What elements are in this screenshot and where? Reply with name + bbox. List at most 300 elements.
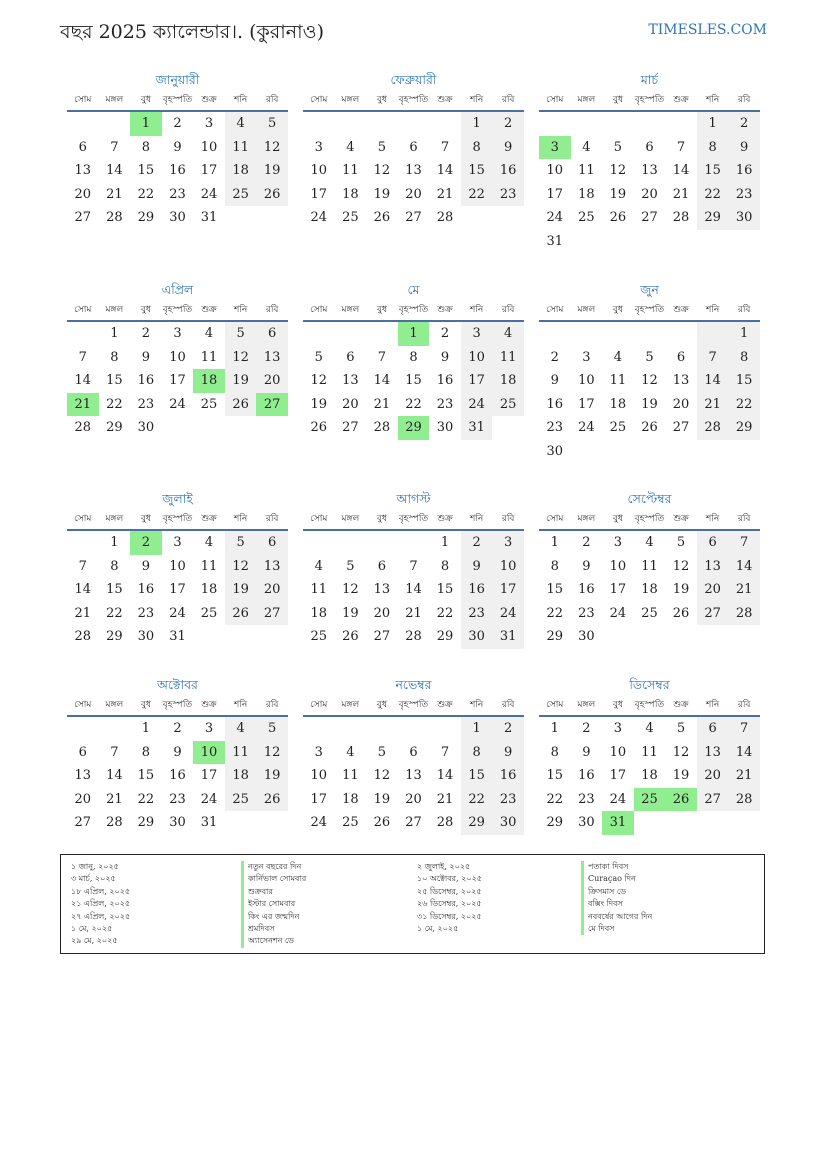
day-cell[interactable]: 17 — [461, 369, 493, 393]
day-cell[interactable]: 18 — [200, 582, 218, 597]
day-cell[interactable]: 30 — [492, 811, 524, 835]
day-cell[interactable]: 19 — [373, 791, 391, 807]
day-cell[interactable]: 19 — [225, 578, 257, 602]
day-cell[interactable]: 17 — [546, 186, 564, 202]
day-cell[interactable]: 7 — [697, 346, 729, 370]
day-cell[interactable]: 4 — [492, 322, 524, 346]
day-cell[interactable]: 7 — [728, 531, 760, 555]
day-cell[interactable]: 1 — [550, 535, 559, 550]
day-cell[interactable]: 23 — [137, 605, 155, 621]
day-cell[interactable]: 23 — [137, 396, 155, 412]
day-cell[interactable]: 27 — [74, 210, 92, 225]
day-cell[interactable]: 18 — [342, 186, 359, 202]
day-cell[interactable]: 24 — [310, 210, 328, 225]
day-cell[interactable]: 24 — [461, 393, 493, 417]
day-cell[interactable]: 24 — [609, 791, 627, 807]
day-cell[interactable]: 2 — [728, 112, 760, 136]
day-cell[interactable]: 27 — [405, 815, 422, 830]
day-cell[interactable]: 29 — [436, 629, 454, 644]
day-cell[interactable]: 28 — [74, 629, 92, 644]
day-cell[interactable]: 17 — [492, 578, 524, 602]
day-cell[interactable]: 25 — [578, 210, 595, 225]
day-cell[interactable]: 28 — [436, 815, 454, 830]
day-cell[interactable]: 24 — [169, 396, 186, 412]
day-cell[interactable]: 4 — [225, 717, 257, 741]
day-cell[interactable]: 31 — [492, 625, 524, 649]
day-cell[interactable]: 11 — [492, 346, 524, 370]
day-cell[interactable]: 2 — [461, 531, 493, 555]
day-cell[interactable]: 25 — [492, 393, 524, 417]
day-cell[interactable]: 8 — [110, 349, 119, 365]
day-cell[interactable]: 23 — [492, 788, 524, 812]
day-cell[interactable]: 14 — [373, 373, 391, 388]
day-cell[interactable]: 20 — [256, 369, 288, 393]
day-cell[interactable]: 29 — [106, 629, 123, 644]
day-cell[interactable]: 19 — [373, 186, 391, 202]
day-cell[interactable]: 1 — [110, 535, 119, 550]
day-cell[interactable]: 2 — [130, 531, 162, 555]
day-cell[interactable]: 20 — [405, 791, 422, 807]
day-cell[interactable]: 30 — [137, 629, 155, 644]
day-cell[interactable]: 21 — [67, 393, 99, 417]
day-cell[interactable]: 7 — [110, 744, 119, 760]
day-cell[interactable]: 18 — [193, 369, 225, 393]
day-cell[interactable]: 15 — [546, 582, 564, 597]
day-cell[interactable]: 12 — [672, 744, 690, 760]
day-cell[interactable]: 2 — [492, 717, 524, 741]
day-cell[interactable]: 26 — [373, 815, 391, 830]
day-cell[interactable]: 25 — [634, 788, 666, 812]
day-cell[interactable]: 11 — [200, 349, 218, 365]
day-cell[interactable]: 23 — [169, 186, 186, 202]
day-cell[interactable]: 17 — [169, 582, 186, 597]
day-cell[interactable]: 4 — [204, 326, 214, 341]
day-cell[interactable]: 10 — [193, 741, 225, 765]
day-cell[interactable]: 4 — [613, 349, 623, 365]
day-cell[interactable]: 27 — [697, 788, 729, 812]
day-cell[interactable]: 15 — [461, 159, 493, 183]
day-cell[interactable]: 2 — [582, 721, 591, 736]
day-cell[interactable]: 28 — [74, 420, 92, 435]
day-cell[interactable]: 6 — [78, 744, 87, 760]
day-cell[interactable]: 27 — [405, 210, 422, 225]
day-cell[interactable]: 7 — [728, 717, 760, 741]
day-cell[interactable]: 11 — [342, 163, 359, 178]
day-cell[interactable]: 23 — [169, 791, 186, 807]
day-cell[interactable]: 17 — [310, 186, 328, 202]
day-cell[interactable]: 3 — [314, 744, 323, 760]
day-cell[interactable]: 24 — [492, 602, 524, 626]
day-cell[interactable]: 23 — [436, 396, 454, 412]
day-cell[interactable]: 17 — [310, 791, 328, 807]
day-cell[interactable]: 30 — [436, 420, 454, 435]
day-cell[interactable]: 27 — [373, 629, 391, 644]
day-cell[interactable]: 10 — [609, 744, 627, 760]
day-cell[interactable]: 27 — [256, 602, 288, 626]
day-cell[interactable]: 28 — [106, 210, 123, 225]
day-cell[interactable]: 9 — [582, 558, 591, 574]
day-cell[interactable]: 28 — [728, 788, 760, 812]
day-cell[interactable]: 21 — [436, 186, 454, 202]
day-cell[interactable]: 26 — [256, 183, 288, 207]
day-cell[interactable]: 11 — [225, 136, 257, 160]
day-cell[interactable]: 19 — [310, 396, 328, 412]
day-cell[interactable]: 7 — [409, 558, 418, 574]
day-cell[interactable]: 12 — [256, 741, 288, 765]
day-cell[interactable]: 25 — [609, 420, 627, 435]
day-cell[interactable]: 8 — [440, 558, 450, 574]
day-cell[interactable]: 29 — [137, 210, 155, 225]
day-cell[interactable]: 10 — [609, 558, 627, 574]
day-cell[interactable]: 6 — [645, 139, 654, 155]
day-cell[interactable]: 7 — [676, 139, 686, 155]
day-cell[interactable]: 24 — [578, 420, 595, 435]
day-cell[interactable]: 22 — [137, 791, 155, 807]
day-cell[interactable]: 21 — [672, 186, 690, 202]
day-cell[interactable]: 4 — [645, 535, 654, 550]
day-cell[interactable]: 22 — [137, 186, 155, 202]
day-cell[interactable]: 9 — [141, 349, 151, 365]
day-cell[interactable]: 28 — [106, 815, 123, 830]
day-cell[interactable]: 7 — [78, 558, 87, 574]
day-cell[interactable]: 12 — [641, 373, 658, 388]
day-cell[interactable]: 5 — [613, 139, 623, 155]
day-cell[interactable]: 25 — [225, 183, 257, 207]
day-cell[interactable]: 21 — [74, 605, 92, 621]
day-cell[interactable]: 24 — [200, 186, 218, 202]
day-cell[interactable]: 25 — [342, 210, 359, 225]
day-cell[interactable]: 7 — [440, 139, 450, 155]
day-cell[interactable]: 18 — [641, 768, 658, 783]
day-cell[interactable]: 17 — [609, 582, 627, 597]
day-cell[interactable]: 11 — [641, 744, 658, 760]
day-cell[interactable]: 12 — [373, 163, 391, 178]
day-cell[interactable]: 31 — [169, 629, 186, 644]
day-cell[interactable]: 3 — [613, 721, 623, 736]
day-cell[interactable]: 18 — [225, 764, 257, 788]
day-cell[interactable]: 16 — [436, 373, 454, 388]
day-cell[interactable]: 4 — [225, 112, 257, 136]
day-cell[interactable]: 7 — [110, 139, 119, 155]
day-cell[interactable]: 11 — [225, 741, 257, 765]
day-cell[interactable]: 26 — [672, 605, 690, 621]
day-cell[interactable]: 29 — [546, 815, 564, 830]
day-cell[interactable]: 14 — [106, 163, 123, 178]
day-cell[interactable]: 5 — [676, 721, 686, 736]
day-cell[interactable]: 21 — [106, 186, 123, 202]
day-cell[interactable]: 27 — [74, 815, 92, 830]
day-cell[interactable]: 13 — [256, 555, 288, 579]
day-cell[interactable]: 20 — [256, 578, 288, 602]
day-cell[interactable]: 9 — [728, 136, 760, 160]
day-cell[interactable]: 8 — [550, 558, 559, 574]
day-cell[interactable]: 14 — [728, 741, 760, 765]
day-cell[interactable]: 2 — [440, 326, 450, 341]
day-cell[interactable]: 17 — [609, 768, 627, 783]
day-cell[interactable]: 16 — [492, 159, 524, 183]
day-cell[interactable]: 7 — [78, 349, 87, 365]
day-cell[interactable]: 7 — [377, 349, 387, 365]
day-cell[interactable]: 29 — [106, 420, 123, 435]
day-cell[interactable]: 31 — [200, 815, 218, 830]
day-cell[interactable]: 18 — [641, 582, 658, 597]
day-cell[interactable]: 2 — [173, 721, 182, 736]
day-cell[interactable]: 8 — [141, 139, 151, 155]
day-cell[interactable]: 14 — [436, 768, 454, 783]
day-cell[interactable]: 14 — [697, 369, 729, 393]
day-cell[interactable]: 24 — [200, 791, 218, 807]
day-cell[interactable]: 14 — [74, 582, 92, 597]
day-cell[interactable]: 1 — [110, 326, 119, 341]
day-cell[interactable]: 8 — [461, 741, 493, 765]
day-cell[interactable]: 23 — [578, 605, 595, 621]
day-cell[interactable]: 25 — [200, 605, 218, 621]
day-cell[interactable]: 15 — [137, 163, 155, 178]
day-cell[interactable]: 1 — [440, 535, 450, 550]
day-cell[interactable]: 31 — [546, 233, 564, 249]
day-cell[interactable]: 9 — [440, 349, 450, 365]
day-cell[interactable]: 2 — [173, 116, 182, 131]
day-cell[interactable]: 10 — [310, 163, 328, 178]
day-cell[interactable]: 23 — [578, 791, 595, 807]
day-cell[interactable]: 14 — [405, 582, 422, 597]
day-cell[interactable]: 12 — [609, 163, 627, 178]
day-cell[interactable]: 13 — [672, 373, 690, 388]
day-cell[interactable]: 1 — [550, 721, 559, 736]
day-cell[interactable]: 16 — [546, 396, 564, 412]
day-cell[interactable]: 30 — [578, 815, 595, 830]
day-cell[interactable]: 2 — [492, 112, 524, 136]
day-cell[interactable]: 21 — [405, 605, 422, 621]
day-cell[interactable]: 8 — [697, 136, 729, 160]
day-cell[interactable]: 18 — [342, 791, 359, 807]
day-cell[interactable]: 5 — [225, 322, 257, 346]
site-link[interactable]: TIMESLES.COM — [648, 22, 767, 38]
day-cell[interactable]: 5 — [225, 531, 257, 555]
day-cell[interactable]: 12 — [225, 555, 257, 579]
day-cell[interactable]: 25 — [310, 629, 328, 644]
day-cell[interactable]: 20 — [672, 396, 690, 412]
day-cell[interactable]: 28 — [672, 210, 690, 225]
day-cell[interactable]: 12 — [225, 346, 257, 370]
day-cell[interactable]: 6 — [78, 139, 87, 155]
day-cell[interactable]: 31 — [461, 416, 493, 440]
day-cell[interactable]: 5 — [314, 349, 323, 365]
day-cell[interactable]: 26 — [373, 210, 391, 225]
day-cell[interactable]: 18 — [578, 186, 595, 202]
day-cell[interactable]: 28 — [436, 210, 454, 225]
day-cell[interactable]: 13 — [342, 373, 359, 388]
day-cell[interactable]: 12 — [342, 582, 359, 597]
day-cell[interactable]: 10 — [310, 768, 328, 783]
day-cell[interactable]: 18 — [609, 396, 627, 412]
day-cell[interactable]: 1 — [461, 717, 493, 741]
day-cell[interactable]: 7 — [440, 744, 450, 760]
day-cell[interactable]: 10 — [200, 139, 218, 155]
day-cell[interactable]: 21 — [373, 396, 391, 412]
day-cell[interactable]: 22 — [405, 396, 422, 412]
day-cell[interactable]: 6 — [377, 558, 387, 574]
day-cell[interactable]: 4 — [645, 721, 654, 736]
day-cell[interactable]: 3 — [539, 136, 571, 160]
day-cell[interactable]: 5 — [377, 744, 387, 760]
day-cell[interactable]: 13 — [697, 741, 729, 765]
day-cell[interactable]: 12 — [310, 373, 328, 388]
day-cell[interactable]: 26 — [256, 788, 288, 812]
day-cell[interactable]: 18 — [310, 605, 328, 621]
day-cell[interactable]: 21 — [697, 393, 729, 417]
day-cell[interactable]: 28 — [697, 416, 729, 440]
day-cell[interactable]: 9 — [461, 555, 493, 579]
day-cell[interactable]: 20 — [697, 578, 729, 602]
day-cell[interactable]: 13 — [74, 768, 92, 783]
day-cell[interactable]: 3 — [173, 535, 182, 550]
day-cell[interactable]: 11 — [310, 582, 328, 597]
day-cell[interactable]: 19 — [256, 159, 288, 183]
day-cell[interactable]: 11 — [641, 558, 658, 574]
day-cell[interactable]: 30 — [728, 206, 760, 230]
day-cell[interactable]: 4 — [346, 139, 355, 155]
day-cell[interactable]: 2 — [582, 535, 591, 550]
day-cell[interactable]: 16 — [728, 159, 760, 183]
day-cell[interactable]: 23 — [461, 602, 493, 626]
day-cell[interactable]: 2 — [141, 326, 151, 341]
day-cell[interactable]: 30 — [546, 443, 564, 459]
day-cell[interactable]: 16 — [492, 764, 524, 788]
day-cell[interactable]: 14 — [74, 373, 92, 388]
day-cell[interactable]: 20 — [74, 791, 92, 807]
day-cell[interactable]: 19 — [672, 582, 690, 597]
day-cell[interactable]: 30 — [169, 210, 186, 225]
day-cell[interactable]: 1 — [398, 322, 430, 346]
day-cell[interactable]: 14 — [728, 555, 760, 579]
day-cell[interactable]: 24 — [169, 605, 186, 621]
day-cell[interactable]: 29 — [697, 206, 729, 230]
day-cell[interactable]: 15 — [106, 582, 123, 597]
day-cell[interactable]: 27 — [256, 393, 288, 417]
day-cell[interactable]: 15 — [106, 373, 123, 388]
day-cell[interactable]: 30 — [137, 420, 155, 435]
day-cell[interactable]: 11 — [200, 558, 218, 574]
day-cell[interactable]: 8 — [728, 346, 760, 370]
day-cell[interactable]: 22 — [546, 605, 564, 621]
day-cell[interactable]: 30 — [169, 815, 186, 830]
day-cell[interactable]: 10 — [169, 558, 186, 574]
day-cell[interactable]: 13 — [373, 582, 391, 597]
day-cell[interactable]: 26 — [665, 788, 697, 812]
day-cell[interactable]: 6 — [697, 717, 729, 741]
day-cell[interactable]: 31 — [200, 210, 218, 225]
day-cell[interactable]: 20 — [405, 186, 422, 202]
day-cell[interactable]: 8 — [110, 558, 119, 574]
day-cell[interactable]: 22 — [461, 788, 493, 812]
day-cell[interactable]: 13 — [405, 163, 422, 178]
day-cell[interactable]: 16 — [169, 768, 186, 783]
day-cell[interactable]: 8 — [550, 744, 559, 760]
day-cell[interactable]: 23 — [728, 183, 760, 207]
day-cell[interactable]: 3 — [314, 139, 323, 155]
day-cell[interactable]: 21 — [436, 791, 454, 807]
day-cell[interactable]: 18 — [225, 159, 257, 183]
day-cell[interactable]: 4 — [582, 139, 591, 155]
day-cell[interactable]: 15 — [546, 768, 564, 783]
day-cell[interactable]: 20 — [373, 605, 391, 621]
day-cell[interactable]: 9 — [141, 558, 151, 574]
day-cell[interactable]: 3 — [492, 531, 524, 555]
day-cell[interactable]: 14 — [672, 163, 690, 178]
day-cell[interactable]: 16 — [169, 163, 186, 178]
day-cell[interactable]: 8 — [141, 744, 151, 760]
day-cell[interactable]: 30 — [578, 629, 595, 644]
day-cell[interactable]: 26 — [310, 420, 328, 435]
day-cell[interactable]: 3 — [461, 322, 493, 346]
day-cell[interactable]: 9 — [550, 373, 559, 388]
day-cell[interactable]: 21 — [728, 764, 760, 788]
day-cell[interactable]: 9 — [173, 744, 182, 760]
day-cell[interactable]: 29 — [728, 416, 760, 440]
day-cell[interactable]: 25 — [200, 396, 218, 412]
day-cell[interactable]: 20 — [641, 186, 658, 202]
day-cell[interactable]: 1 — [461, 112, 493, 136]
day-cell[interactable]: 3 — [204, 721, 214, 736]
day-cell[interactable]: 3 — [613, 535, 623, 550]
day-cell[interactable]: 1 — [141, 721, 151, 736]
day-cell[interactable]: 19 — [609, 186, 627, 202]
day-cell[interactable]: 25 — [225, 788, 257, 812]
day-cell[interactable]: 29 — [461, 811, 493, 835]
day-cell[interactable]: 10 — [169, 349, 186, 365]
day-cell[interactable]: 15 — [728, 369, 760, 393]
day-cell[interactable]: 29 — [137, 815, 155, 830]
day-cell[interactable]: 31 — [602, 811, 634, 835]
day-cell[interactable]: 6 — [346, 349, 355, 365]
day-cell[interactable]: 5 — [256, 112, 288, 136]
day-cell[interactable]: 23 — [546, 420, 564, 435]
day-cell[interactable]: 10 — [578, 373, 595, 388]
day-cell[interactable]: 11 — [609, 373, 627, 388]
day-cell[interactable]: 6 — [409, 139, 418, 155]
day-cell[interactable]: 6 — [676, 349, 686, 365]
day-cell[interactable]: 20 — [342, 396, 359, 412]
day-cell[interactable]: 6 — [256, 531, 288, 555]
day-cell[interactable]: 21 — [728, 578, 760, 602]
day-cell[interactable]: 9 — [492, 741, 524, 765]
day-cell[interactable]: 28 — [728, 602, 760, 626]
day-cell[interactable]: 13 — [641, 163, 658, 178]
day-cell[interactable]: 8 — [461, 136, 493, 160]
day-cell[interactable]: 22 — [106, 396, 123, 412]
day-cell[interactable]: 5 — [377, 139, 387, 155]
day-cell[interactable]: 2 — [550, 349, 559, 365]
day-cell[interactable]: 10 — [492, 555, 524, 579]
day-cell[interactable]: 12 — [373, 768, 391, 783]
day-cell[interactable]: 3 — [582, 349, 591, 365]
day-cell[interactable]: 16 — [137, 582, 155, 597]
day-cell[interactable]: 23 — [492, 183, 524, 207]
day-cell[interactable]: 17 — [169, 373, 186, 388]
day-cell[interactable]: 29 — [546, 629, 564, 644]
day-cell[interactable]: 10 — [461, 346, 493, 370]
day-cell[interactable]: 24 — [310, 815, 328, 830]
day-cell[interactable]: 25 — [641, 605, 658, 621]
day-cell[interactable]: 14 — [436, 163, 454, 178]
day-cell[interactable]: 22 — [106, 605, 123, 621]
day-cell[interactable]: 19 — [641, 396, 658, 412]
day-cell[interactable]: 17 — [200, 163, 218, 178]
day-cell[interactable]: 27 — [641, 210, 658, 225]
day-cell[interactable]: 1 — [728, 322, 760, 346]
day-cell[interactable]: 5 — [256, 717, 288, 741]
